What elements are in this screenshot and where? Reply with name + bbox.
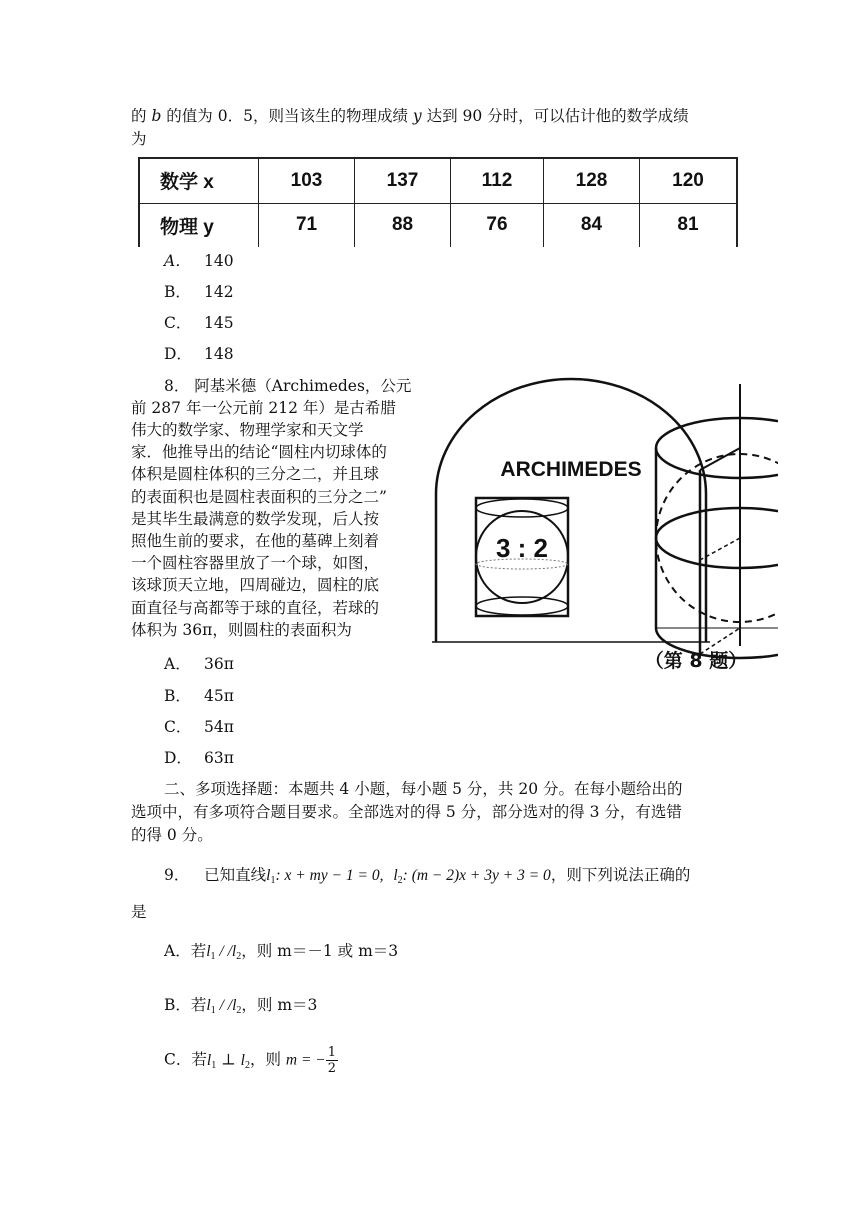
table-cell: 112: [451, 158, 544, 203]
q7-option-d[interactable]: D． 148: [164, 345, 234, 363]
q7-text-line2: 为: [131, 130, 147, 148]
cylinder-sphere-diagram: [656, 384, 778, 658]
table-cell: 103: [259, 158, 355, 203]
table-row-math: [139, 158, 737, 203]
q8-line: 照他生前的要求，在他的墓碑上刻着: [131, 532, 380, 550]
q7-option-a[interactable]: A． 140: [164, 252, 234, 270]
q8-line: 一个圆柱容器里放了一个球，如图，: [131, 554, 380, 572]
table-cell: 137: [355, 158, 451, 203]
table-cell: 81: [639, 203, 737, 247]
q7-option-b[interactable]: B． 142: [164, 283, 234, 301]
q8-line: 伟大的数学家、物理学家和天文学: [131, 421, 364, 439]
section2-line: 的得 0 分。: [131, 826, 213, 844]
tombstone-text: ARCHIMEDES: [500, 458, 642, 481]
table-cell: 71: [259, 203, 355, 247]
q9-stem: 9． 已知直线$l_1$: x + my − 1 = 0, $l_2$: (m − 2)x + 3y + 3 = 0，则下列说法正确的: [164, 866, 691, 886]
table-cell: 128: [543, 158, 639, 203]
q9-option-c[interactable]: C．若$l_1$ ⊥ $l_2$，则 m = − $\frac{1}{2}$: [164, 1045, 337, 1076]
q8-line: 体积为 36π，则圆柱的表面积为: [131, 621, 352, 639]
q8-option-b[interactable]: B． 45π: [164, 687, 234, 705]
q8-line: 是其毕生最满意的数学发现，后人按: [131, 510, 380, 528]
table-cell: 120: [639, 158, 737, 203]
q7-option-c[interactable]: C． 145: [164, 314, 234, 332]
score-table: [138, 157, 738, 247]
ratio-text: 3 : 2: [495, 533, 549, 563]
table-cell: 76: [451, 203, 544, 247]
section2-line: 选项中，有多项符合题目要求。全部选对的得 5 分，部分选对的得 3 分，有选错: [131, 803, 682, 821]
q9-option-b[interactable]: B．若$l_1 / /l_2$，则 m＝3: [164, 996, 318, 1016]
q8-option-a[interactable]: A． 36π: [164, 655, 234, 673]
q8-option-d[interactable]: D． 63π: [164, 749, 234, 767]
section2-line: 二、多项选择题：本题共 4 小题，每小题 5 分，共 20 分。在每小题给出的: [164, 780, 683, 798]
q9-stem-line2: 是: [131, 903, 147, 921]
q8-line: 该球顶天立地，四周碰边，圆柱的底: [131, 576, 380, 594]
table-cell: 84: [543, 203, 639, 247]
q8-line: 体积是圆柱体积的三分之二，并且球: [131, 465, 380, 483]
figure-caption: （第 8 题）: [644, 650, 748, 672]
table-header-physics: 物理 y: [139, 203, 259, 247]
table-row-physics: [139, 203, 737, 247]
q8-line: 家．他推导出的结论“圆柱内切球体的: [131, 443, 387, 461]
fraction-one-half: $\frac{1}{2}$: [327, 1045, 337, 1076]
q8-line: 面直径与高都等于球的直径，若球的: [131, 599, 380, 617]
q7-text-line1: 的 b 的值为 0．5，则当该生的物理成绩 y 达到 90 分时，可以估计他的数学成绩: [131, 107, 689, 125]
q8-line: 的表面积也是圆柱表面积的三分之二”: [131, 488, 387, 506]
archimedes-figure: [428, 374, 778, 684]
table-header-math: 数学 x: [139, 158, 259, 203]
q8-line: 8． 阿基米德（Archimedes，公元: [164, 377, 412, 395]
table-cell: 88: [355, 203, 451, 247]
q9-option-a[interactable]: A．若$l_1 / /l_2$，则 m＝－1 或 m＝3: [164, 942, 399, 962]
q8-option-c[interactable]: C． 54π: [164, 718, 234, 736]
q8-line: 前 287 年一公元前 212 年）是古希腊: [131, 399, 396, 417]
